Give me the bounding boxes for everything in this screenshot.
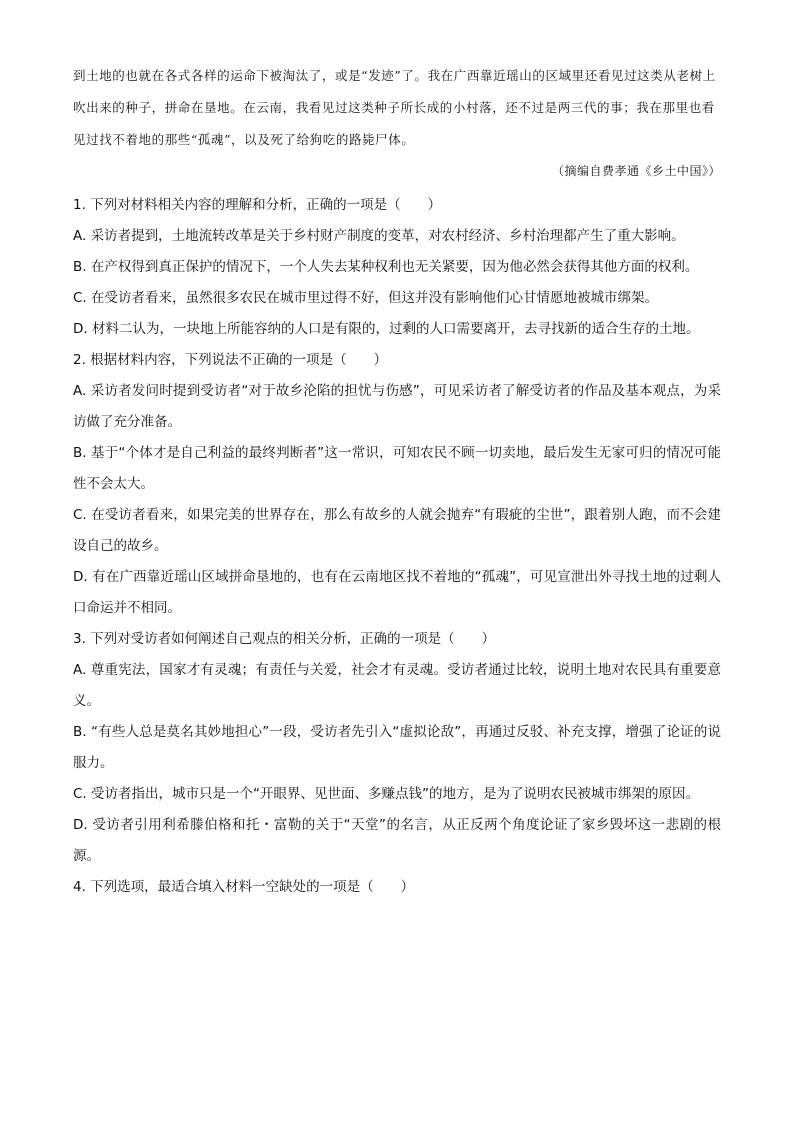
option-b: B. 基于“个体才是自己利益的最终判断者”这一常识，可知农民不顾一切卖地，最后发生无家可归的情况可能性不会太大。 (73, 445, 721, 492)
option-d: D. 有在广西靠近瑶山区域拼命垦地的，也有在云南地区找不着地的“孤魂”，可见宣泄出外寻找土地的过剩人口命运并不相同。 (73, 569, 721, 616)
excerpt-paragraph: 到土地的也就在各式各样的运命下被淘汰了，或是“发迹”了。我在广西靠近瑶山的区域里还看见过这类从老树上吹出来的种子，拼命在垦地。在云南，我看见过这类种子所长成的小村落，还不过是两三代的事；我在那里也看见过找不着地的那些“孤魂”，以及死了给狗吃的路毙尸体。 (73, 68, 716, 147)
question-stem: 4. 下列选项，最适合填入材料一空缺处的一项是（ ） (73, 879, 415, 895)
option-a: A. 采访者发问时提到受访者“对于故乡沦陷的担忧与伤感”，可见采访者了解受访者的作品及基本观点，为采访做了充分准备。 (73, 383, 721, 430)
option-c: C. 受访者指出，城市只是一个“开眼界、见世面、多赚点钱”的地方，是为了说明农民被城市绑架的原因。 (73, 786, 699, 802)
question-1 (73, 190, 721, 345)
question-stem: 2. 根据材料内容，下列说法不正确的一项是（ ） (73, 352, 388, 368)
option-d: D. 材料二认为，一块地上所能容纳的人口是有限的，过剩的人口需要离开，去寻找新的适合生存的土地。 (73, 321, 700, 337)
option-a: A. 尊重宪法，国家才有灵魂；有责任与关爱，社会才有灵魂。受访者通过比较，说明土地对农民具有重要意义。 (73, 662, 721, 709)
option-b: B. “有些人总是莫名其妙地担心”一段，受访者先引入“虚拟论敌”，再通过反驳、补充支撑，增强了论证的说服力。 (73, 724, 721, 771)
excerpt-source: （摘编自费孝通《乡土中国》） (551, 164, 721, 178)
option-c: C. 在受访者看来，如果完美的世界存在，那么有故乡的人就会抛弃“有瑕疵的尘世”，跟着别人跑，而不会建设自己的故乡。 (73, 507, 721, 554)
option-d: D. 受访者引用利希滕伯格和托・富勒的关于“天堂”的名言，从正反两个角度论证了家乡毁坏这一悲剧的根源。 (73, 817, 721, 864)
question-stem: 1. 下列对材料相关内容的理解和分析，正确的一项是（ ） (73, 197, 442, 213)
option-b: B. 在产权得到真正保护的情况下，一个人失去某种权利也无关紧要，因为他必然会获得其他方面的权利。 (73, 259, 699, 275)
question-2 (73, 345, 721, 624)
question-4 (73, 872, 721, 903)
question-3 (73, 624, 721, 872)
option-c: C. 在受访者看来，虽然很多农民在城市里过得不好，但这并没有影响他们心甘情愿地被城市绑架。 (73, 290, 659, 306)
option-a: A. 采访者提到，土地流转改革是关于乡村财产制度的变革，对农村经济、乡村治理都产生了重大影响。 (73, 228, 685, 244)
question-stem: 3. 下列对受访者如何阐述自己观点的相关分析，正确的一项是（ ） (73, 631, 496, 647)
